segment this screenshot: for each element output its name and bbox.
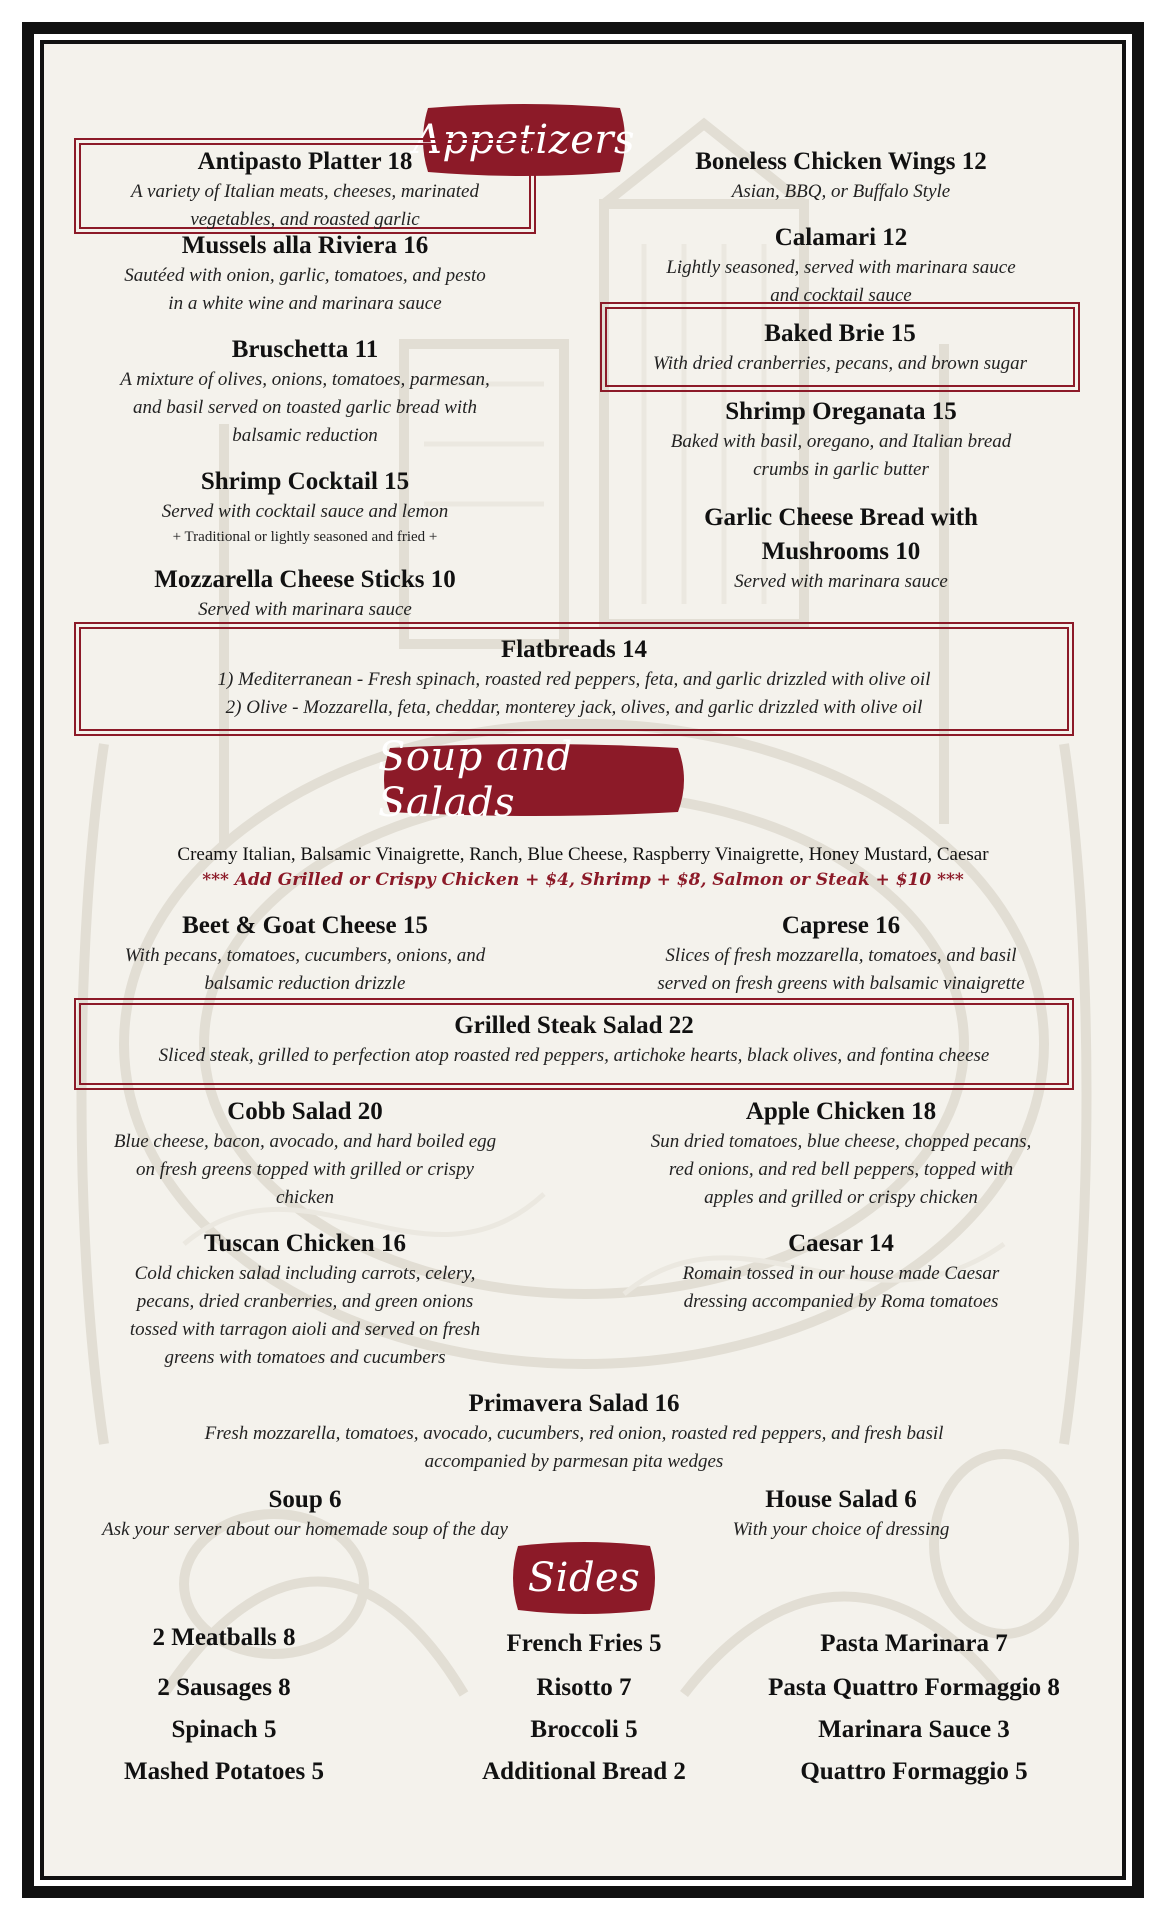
item-desc: With your choice of dressing [732, 1519, 950, 1540]
item-desc: Served with marinara sauce [734, 571, 948, 592]
item-name: Primavera Salad 16 [468, 1390, 680, 1417]
menu-item-beet-goat-cheese [74, 910, 536, 998]
item-name: Tuscan Chicken 16 [204, 1230, 406, 1257]
menu-page [44, 44, 1122, 1876]
item-desc: and cocktail sauce [770, 285, 912, 306]
menu-item-flatbreads [74, 634, 1074, 722]
item-name: House Salad 6 [765, 1486, 917, 1513]
item-desc: 2) Olive - Mozzarella, feta, cheddar, monterey jack, olives, and garlic drizzled with olive oil [225, 697, 923, 718]
item-desc: on fresh greens topped with grilled or crispy [136, 1159, 474, 1180]
item-name: Cobb Salad 20 [227, 1098, 383, 1125]
side-item: Broccoli 5 [530, 1716, 638, 1743]
item-desc: accompanied by parmesan pita wedges [424, 1451, 724, 1472]
menu-item-mussels [74, 230, 536, 318]
menu-item-shrimp-oreganata [604, 396, 1078, 484]
item-desc: dressing accompanied by Roma tomatoes [683, 1291, 999, 1312]
menu-item-baked-brie [600, 318, 1080, 378]
item-name: Caesar 14 [788, 1230, 894, 1257]
item-name: Flatbreads 14 [500, 636, 648, 663]
menu-item-bruschetta [74, 334, 536, 450]
item-desc: apples and grilled or crispy chicken [704, 1187, 978, 1208]
item-name: Mussels alla Riviera 16 [181, 232, 429, 259]
side-item: Additional Bread 2 [482, 1758, 686, 1785]
menu-item-soup [74, 1484, 536, 1544]
menu-item-chicken-wings [604, 146, 1078, 206]
item-desc: Sliced steak, grilled to perfection atop roasted red peppers, artichoke hearts, black olives, and fontina cheese [158, 1045, 990, 1066]
item-desc: A variety of Italian meats, cheeses, marinated [131, 181, 479, 202]
item-desc: Ask your server about our homemade soup of the day [102, 1519, 508, 1540]
protein-addons: *** Add Grilled or Crispy Chicken + $4, Shrimp + $8, Salmon or Steak + $10 *** [202, 870, 964, 890]
item-desc: Romain tossed in our house made Caesar [682, 1263, 1000, 1284]
item-name: Caprese 16 [781, 912, 901, 939]
menu-item-calamari [604, 222, 1078, 310]
soup-salads-banner [378, 734, 690, 826]
item-desc: balsamic reduction drizzle [204, 973, 406, 994]
menu-item-primavera-salad [74, 1388, 1074, 1476]
item-desc: With dried cranberries, pecans, and brown sugar [652, 353, 1027, 374]
item-name: Garlic Cheese Bread with [704, 504, 978, 531]
item-name: Shrimp Cocktail 15 [200, 468, 410, 495]
sides-title: Sides [527, 1555, 641, 1601]
item-desc: Blue cheese, bacon, avocado, and hard boiled egg [113, 1131, 497, 1152]
item-name: Shrimp Oreganata 15 [725, 398, 957, 425]
item-name: Mushrooms 10 [761, 538, 921, 565]
side-item: Pasta Marinara 7 [820, 1630, 1008, 1657]
menu-item-apple-chicken [604, 1096, 1078, 1212]
item-desc: tossed with tarragon aioli and served on fresh [129, 1319, 481, 1340]
item-desc: Slices of fresh mozzarella, tomatoes, and basil [665, 945, 1017, 966]
item-desc: Asian, BBQ, or Buffalo Style [731, 181, 951, 202]
item-name: Apple Chicken 18 [745, 1098, 937, 1125]
item-desc: Lightly seasoned, served with marinara sauce [666, 257, 1016, 278]
item-desc: A mixture of olives, onions, tomatoes, parmesan, [120, 369, 490, 390]
menu-item-grilled-steak-salad [74, 1010, 1074, 1070]
item-desc: and basil served on toasted garlic bread with [133, 397, 477, 418]
side-item: Quattro Formaggio 5 [800, 1758, 1028, 1785]
menu-item-tuscan-chicken [74, 1228, 536, 1372]
menu-item-shrimp-cocktail [74, 466, 536, 548]
item-desc: vegetables, and roasted garlic [190, 209, 420, 230]
appetizers-title: Appetizers [412, 117, 636, 163]
sides-banner [508, 1540, 660, 1616]
item-desc: Cold chicken salad including carrots, celery, [134, 1263, 476, 1284]
item-name: Bruschetta 11 [231, 336, 379, 363]
item-note: + Traditional or lightly seasoned and fried + [172, 529, 438, 545]
menu-item-garlic-bread [604, 500, 1078, 596]
item-name: Boneless Chicken Wings 12 [695, 148, 987, 175]
item-desc: greens with tomatoes and cucumbers [164, 1347, 446, 1368]
side-item: Spinach 5 [171, 1716, 277, 1743]
item-desc: red onions, and red bell peppers, topped with [668, 1159, 1014, 1180]
item-name: Soup 6 [268, 1486, 342, 1513]
menu-item-mozzarella-sticks [74, 564, 536, 624]
menu-item-cobb-salad [74, 1096, 536, 1212]
item-name: Beet & Goat Cheese 15 [182, 912, 428, 939]
side-item: Marinara Sauce 3 [818, 1716, 1010, 1743]
dressing-list: Creamy Italian, Balsamic Vinaigrette, Ranch, Blue Cheese, Raspberry Vinaigrette, Honey Mustard, Caesar [177, 844, 989, 865]
item-desc: crumbs in garlic butter [753, 459, 929, 480]
item-desc: Fresh mozzarella, tomatoes, avocado, cucumbers, red onion, roasted red peppers, and fresh basil [204, 1423, 944, 1444]
side-item: Mashed Potatoes 5 [124, 1758, 324, 1785]
side-item: Risotto 7 [536, 1674, 632, 1701]
item-desc: pecans, dried cranberries, and green onions [136, 1291, 474, 1312]
soup-salads-title: Soup and Salads [378, 734, 573, 826]
item-desc: Sautéed with onion, garlic, tomatoes, and pesto [124, 265, 486, 286]
menu-item-antipasto [74, 146, 536, 234]
item-name: Grilled Steak Salad 22 [454, 1012, 694, 1039]
item-desc: served on fresh greens with balsamic vinaigrette [657, 973, 1025, 994]
menu-item-caprese [604, 910, 1078, 998]
side-item: 2 Meatballs 8 [152, 1624, 296, 1651]
item-desc: With pecans, tomatoes, cucumbers, onions, and [124, 945, 486, 966]
menu-item-caesar [604, 1228, 1078, 1316]
menu-item-house-salad [604, 1484, 1078, 1544]
item-desc: balsamic reduction [232, 425, 378, 446]
item-desc: in a white wine and marinara sauce [168, 293, 442, 314]
item-name: Antipasto Platter 18 [197, 148, 413, 175]
item-desc: Baked with basil, oregano, and Italian bread [670, 431, 1012, 452]
item-desc: Sun dried tomatoes, blue cheese, chopped pecans, [650, 1131, 1032, 1152]
item-desc: 1) Mediterranean - Fresh spinach, roasted red peppers, feta, and garlic drizzled with olive oil [217, 669, 931, 690]
item-name: Baked Brie 15 [764, 320, 916, 347]
side-item: Pasta Quattro Formaggio 8 [768, 1674, 1060, 1701]
side-item: 2 Sausages 8 [157, 1674, 291, 1701]
item-desc: chicken [275, 1187, 334, 1208]
item-name: Mozzarella Cheese Sticks 10 [154, 566, 456, 593]
item-desc: Served with marinara sauce [198, 599, 412, 620]
item-desc: Served with cocktail sauce and lemon [161, 501, 449, 522]
item-name: Calamari 12 [774, 224, 908, 251]
side-item: French Fries 5 [506, 1630, 662, 1657]
